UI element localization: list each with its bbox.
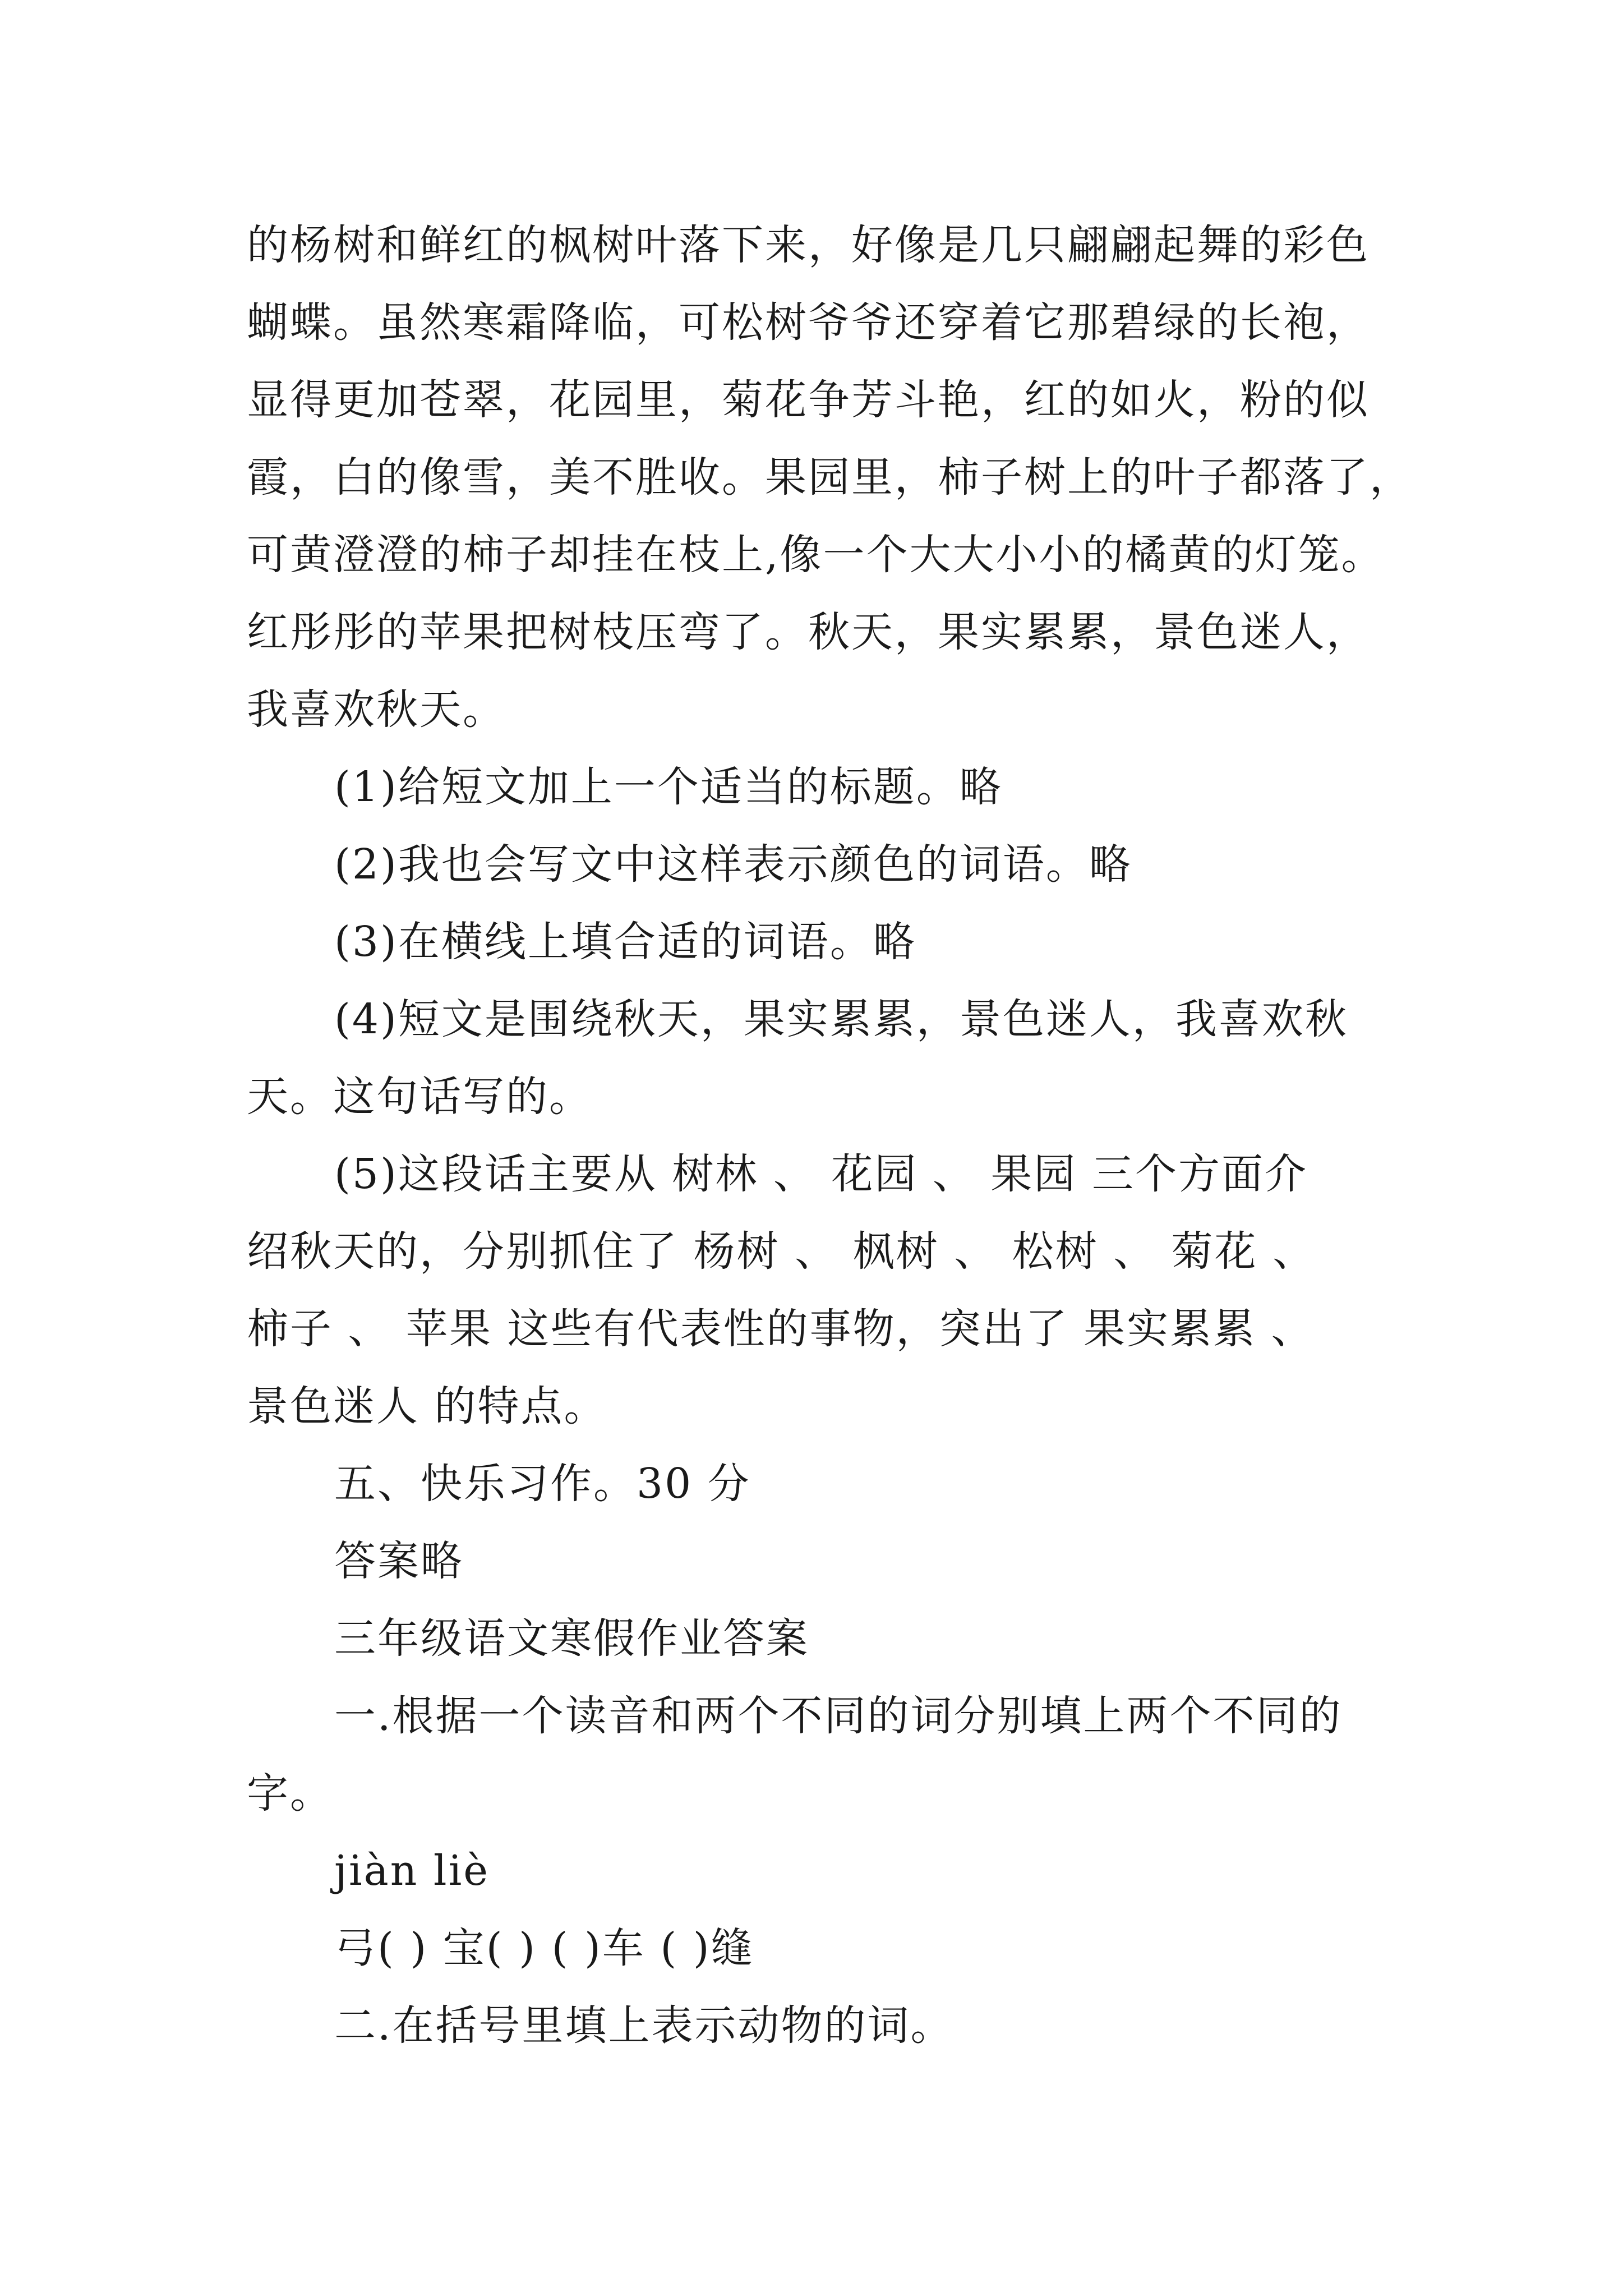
question-2: (2)我也会写文中这样表示颜色的词语。略 — [334, 840, 1132, 889]
section-one-heading: 一.根据一个读音和两个不同的词分别填上两个不同的 — [334, 1692, 1343, 1740]
text-line-3: 显得更加苍翠，花园里，菊花争芳斗艳，红的如火，粉的似 — [247, 376, 1370, 424]
question-5: (5)这段话主要从 树林 、 花园 、 果园 三个方面介 — [334, 1150, 1308, 1198]
question-5-cont-1: 绍秋天的，分别抓住了 杨树 、 枫树 、 松树 、 菊花 、 — [247, 1227, 1316, 1276]
section-two-heading: 二.在括号里填上表示动物的词。 — [334, 2001, 954, 2050]
question-4: (4)短文是围绕秋天，果实累累，景色迷人，我喜欢秋 — [334, 995, 1348, 1043]
question-4-cont: 天。这句话写的。 — [247, 1073, 592, 1121]
pinyin-line: jiàn liè — [334, 1847, 490, 1895]
question-5-cont-3: 景色迷人 的特点。 — [247, 1382, 607, 1430]
text-line-7: 我喜欢秋天。 — [247, 685, 506, 734]
text-line-4: 霞，白的像雪，美不胜收。果园里，柿子树上的叶子都落了， — [247, 453, 1413, 501]
section-one-heading-cont: 字。 — [247, 1769, 333, 1818]
document-page — [247, 206, 1413, 2064]
answer-omitted: 答案略 — [334, 1537, 464, 1585]
section-title: 三年级语文寒假作业答案 — [334, 1614, 809, 1663]
section-five-heading: 五、快乐习作。30 分 — [334, 1460, 751, 1508]
question-5-cont-2: 柿子 、 苹果 这些有代表性的事物，突出了 果实累累 、 — [247, 1305, 1315, 1353]
question-3: (3)在横线上填合适的词语。略 — [334, 918, 916, 966]
question-1: (1)给短文加上一个适当的标题。略 — [334, 763, 1003, 811]
fill-blanks-line: 弓( ) 宝( ) ( )车 ( )缝 — [334, 1924, 754, 1972]
text-line-6: 红彤彤的苹果把树枝压弯了。秋天，果实累累，景色迷人， — [247, 608, 1370, 656]
text-line-1: 的杨树和鲜红的枫树叶落下来，好像是几只翩翩起舞的彩色 — [247, 221, 1370, 269]
text-line-2: 蝴蝶。虽然寒霜降临，可松树爷爷还穿着它那碧绿的长袍， — [247, 298, 1370, 347]
text-line-5: 可黄澄澄的柿子却挂在枝上,像一个大大小小的橘黄的灯笼。 — [247, 531, 1385, 579]
